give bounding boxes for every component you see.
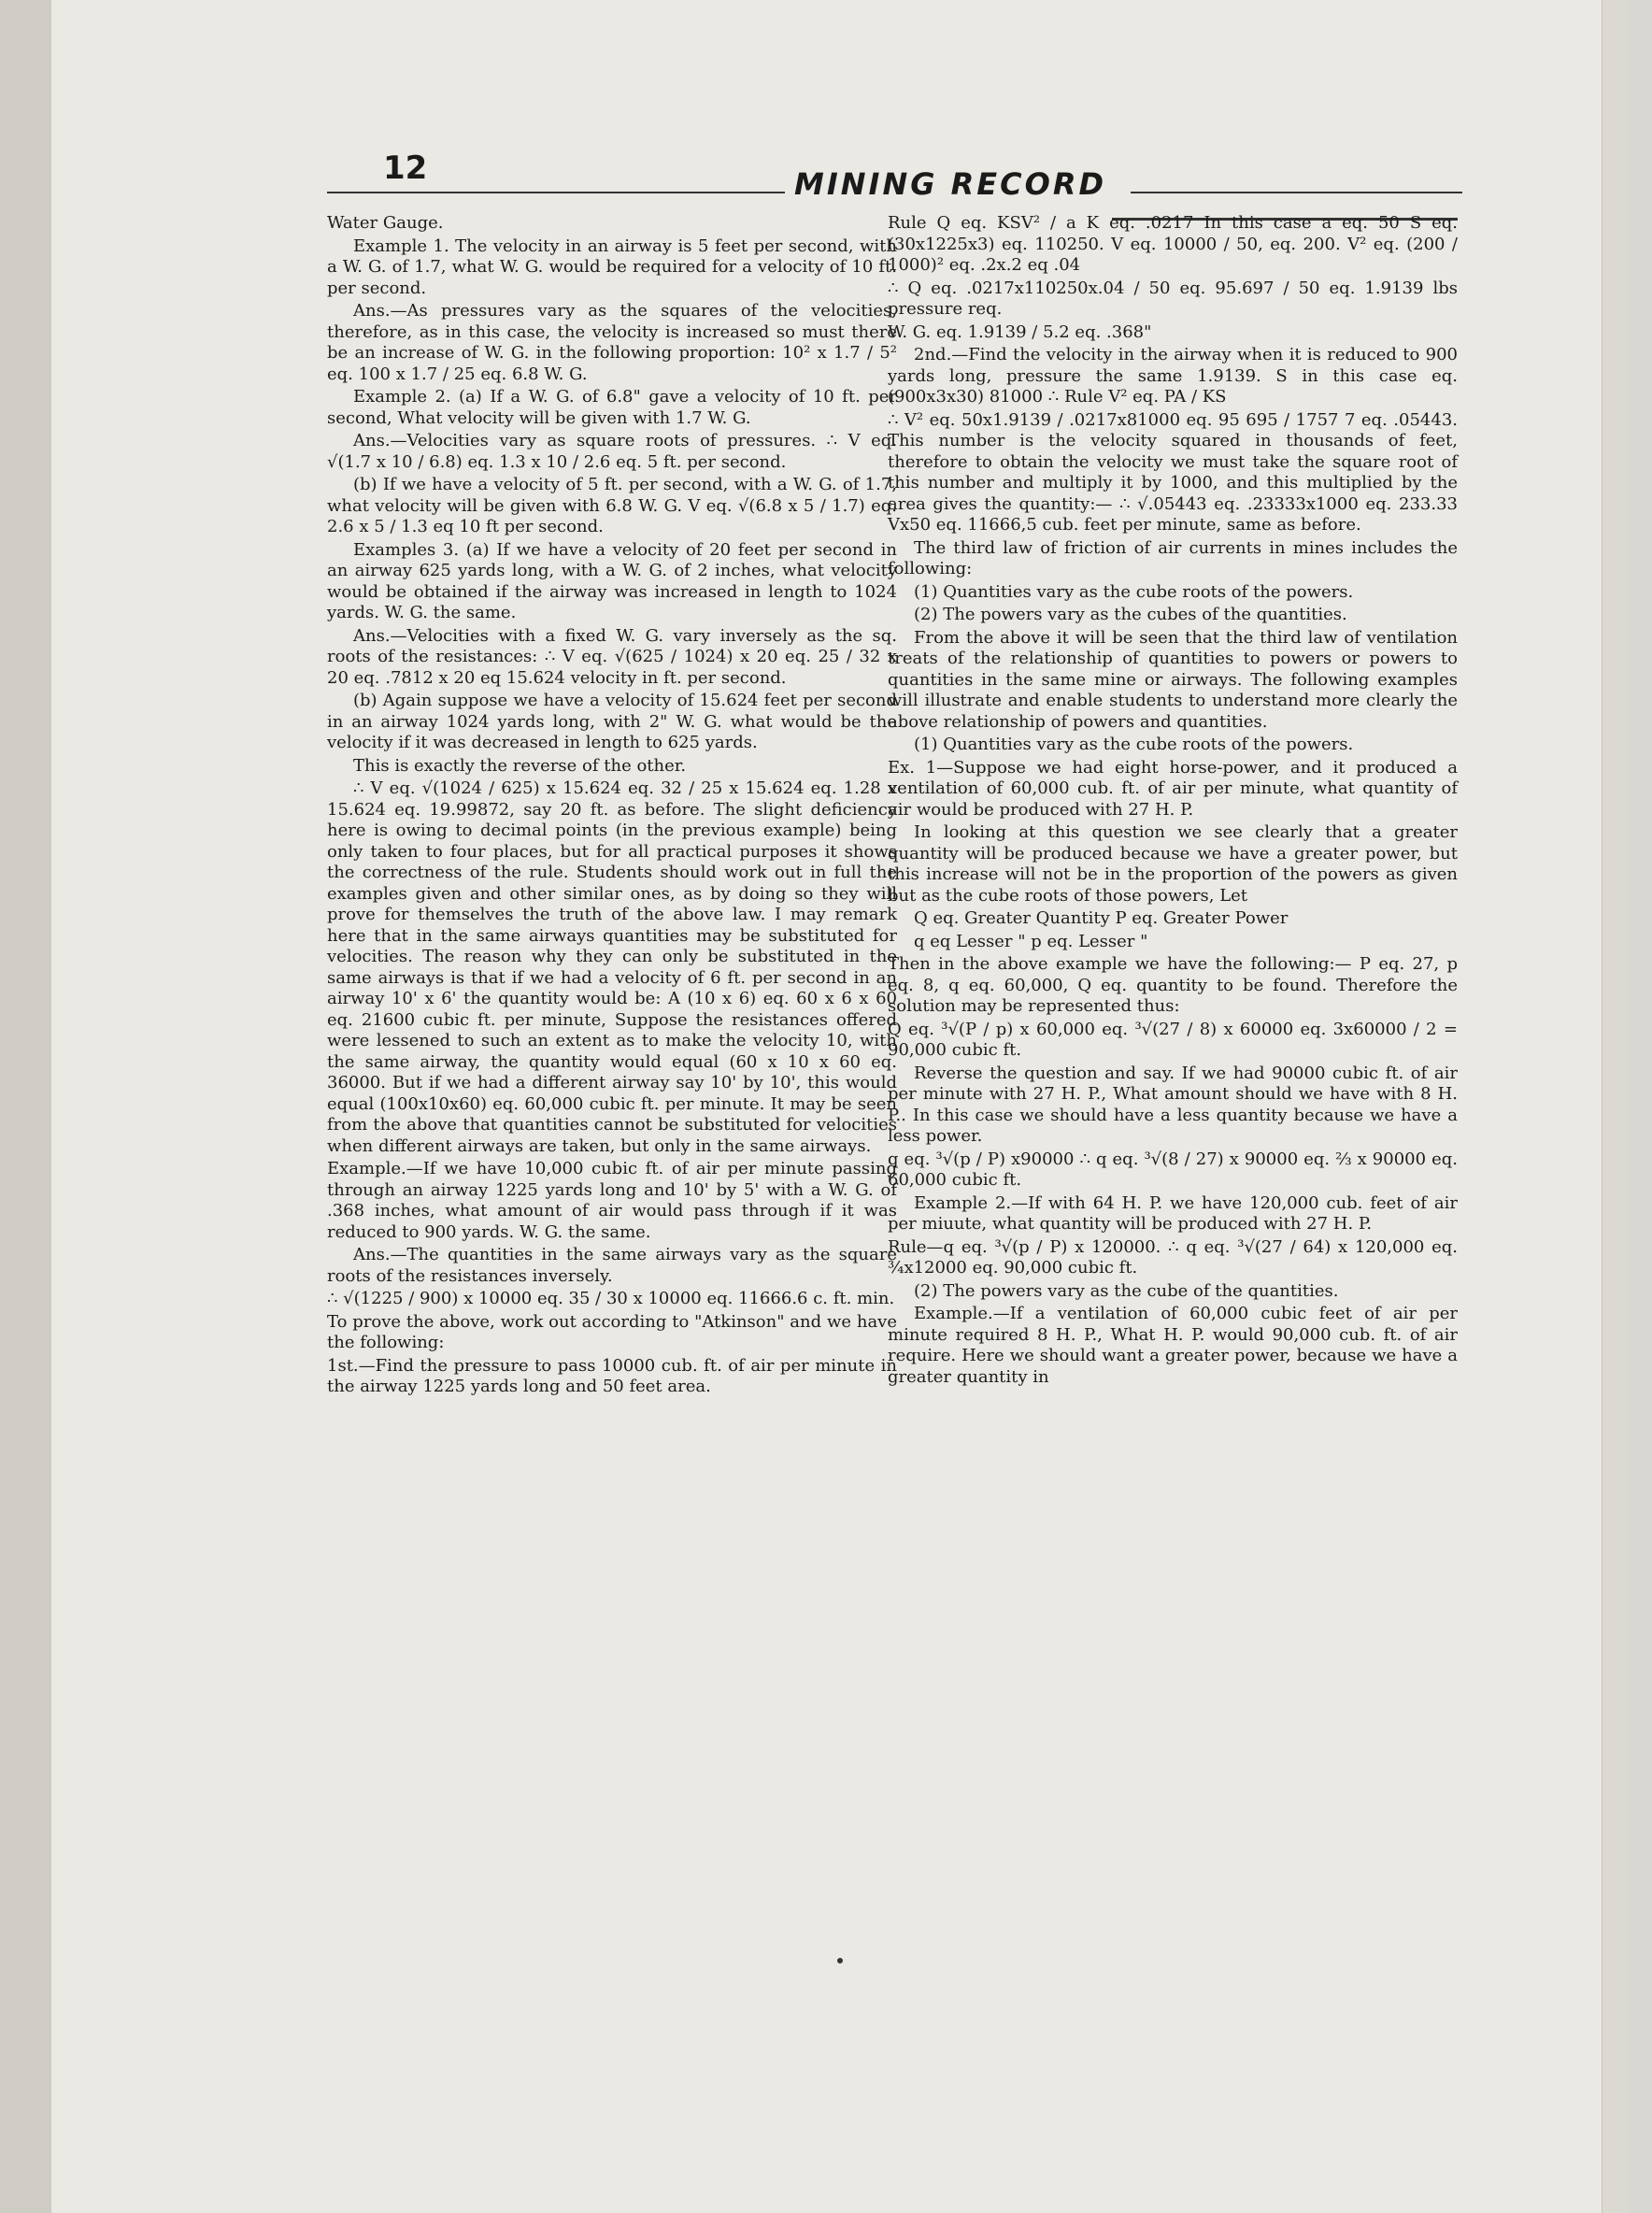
paragraph: This is exactly the reverse of the other.	[353, 755, 687, 776]
paragraph: Example 1. The velocity in an airway is 5 feet per second, with a W. G. of 1.7, what W. G. would be required for a velocity of 10 ft. per second.	[327, 236, 897, 298]
paragraph: ∴ V² eq. 50x1.9139 / .0217x81000 eq. 95 695 / 1757 7 eq. .05443. This number is the velocity squared in thousands of feet, therefore to obtain the velocity we must take the square root of this number and multiply it by 1000, and this multiplied by the area gives the quantity:— ∴ √.05443 eq. .23333x1000 eq. 233.33 Vx50 eq. 11666,5 cub. feet per minute, same as before.	[888, 409, 1458, 535]
paragraph: Ans.—Velocities vary as square roots of pressures. ∴ V eq. √(1.7 x 10 / 6.8) eq. 1.3 x 10 / 2.6 eq. 5 ft. per second.	[327, 431, 897, 472]
page-speck	[837, 1958, 843, 1963]
paragraph: Examples 3. (a) If we have a velocity of 20 feet per second in an airway 625 yards long, with a W. G. of 2 inches, what velocity would be obtained if the airway was increased in length to 1024 yards. W. G. the same.	[327, 539, 897, 622]
paragraph: ∴ Q eq. .0217x110250x.04 / 50 eq. 95.697 / 50 eq. 1.9139 lbs pressure req.	[888, 278, 1458, 319]
paragraph: Then in the above example we have the following:— P eq. 27, p eq. 8, q eq. 60,000, Q eq. quantity to be found. Therefore the solution may be represented thus:	[888, 954, 1458, 1016]
paragraph: Q eq. Greater Quantity P eq. Greater Power	[914, 908, 1289, 928]
paragraph: 1st.—Find the pressure to pass 10000 cub. ft. of air per minute in the airway 1225 yards long and 50 feet area.	[327, 1355, 897, 1396]
page-edge	[1602, 0, 1629, 2213]
paragraph: (1) Quantities vary as the cube roots of the powers.	[914, 581, 1354, 602]
header-rule-right	[1131, 192, 1462, 193]
paragraph: q eq. ³√(p / P) x90000 ∴ q eq. ³√(8 / 27) x 90000 eq. ⅔ x 90000 eq. 60,000 cubic ft.	[888, 1149, 1458, 1190]
right-column	[888, 213, 1458, 1390]
header-rule-left	[327, 192, 785, 193]
paragraph: (2) The powers vary as the cubes of the quantities.	[914, 605, 1347, 624]
paragraph: (b) If we have a velocity of 5 ft. per second, with a W. G. of 1.7, what velocity will be given with 6.8 W. G. V eq. √(6.8 x 5 / 1.7) eq. 2.6 x 5 / 1.3 eq 10 ft per second.	[327, 475, 897, 536]
paragraph: Rule—q eq. ³√(p / P) x 120000. ∴ q eq. ³√(27 / 64) x 120,000 eq. ¾x12000 eq. 90,000 cubic ft.	[888, 1236, 1458, 1278]
scan-margin	[0, 0, 53, 2213]
paragraph: Rule Q eq. KSV² / a K eq. .0217 In this case a eq. 50 S eq. (30x1225x3) eq. 110250. V eq. 10000 / 50, eq. 200. V² eq. (200 / 1000)² eq. .2x.2 eq .04	[888, 213, 1458, 275]
paragraph: W. G. eq. 1.9139 / 5.2 eq. .368"	[888, 321, 1152, 342]
paragraph: Ans.—Velocities with a fixed W. G. vary inversely as the sq. roots of the resistances: ∴ V eq. √(625 / 1024) x 20 eq. 25 / 32 x 20 eq. .7812 x 20 eq 15.624 velocity in ft. per second.	[327, 625, 897, 688]
paragraph: From the above it will be seen that the third law of ventilation treats of the relationship of quantities to powers or powers to quantities in the same mine or airways. The following examples will illustrate and enable students to understand more clearly the above relationship of powers and quantities.	[888, 627, 1458, 732]
left-column	[327, 213, 897, 1400]
paragraph: (2) The powers vary as the cube of the quantities.	[914, 1280, 1339, 1301]
paragraph: 2nd.—Find the velocity in the airway when it is reduced to 900 yards long, pressure the same 1.9139. S in this case eq. (900x3x30) 81000 ∴ Rule V² eq. PA / KS	[888, 345, 1458, 407]
paragraph: ∴ V eq. √(1024 / 625) x 15.624 eq. 32 / 25 x 15.624 eq. 1.28 x 15.624 eq. 19.99872, say 20 ft. as before. The slight deficiency here is owing to decimal points (in the previous example) being only taken to four places, but for all practical purposes it shows the correctness of the rule. Students should work out in full the examples given and other similar ones, as by doing so they will prove for themselves the truth of the above law. I may remark here that in the same airways quantities may be substituted for velocities. The reason why they can only be substituted in the same airways is that if we had a velocity of 6 ft. per second in an airway 10' x 6' the quantity would be: A (10 x 6) eq. 60 x 6 x 60 eq. 21600 cubic ft. per minute, Suppose the resistances offered were lessened to such an extent as to make the velocity 10, with the same airway, the quantity would equal (60 x 10 x 60 eq. 36000. But if we had a different airway say 10' by 10', this would equal (100x10x60) eq. 60,000 cubic ft. per minute. It may be seen from the above that quantities cannot be substituted for velocities when different airways are taken, but only in the same airways.	[327, 778, 897, 1156]
paragraph: (b) Again suppose we have a velocity of 15.624 feet per second in an airway 1024 yards long, with 2" W. G. what would be the velocity if it was decreased in length to 625 yards.	[327, 691, 897, 752]
paragraph: Ex. 1—Suppose we had eight horse-power, and it produced a ventilation of 60,000 cub. ft. of air per minute, what quantity of air would be produced with 27 H. P.	[888, 757, 1458, 820]
paragraph: Example 2. (a) If a W. G. of 6.8" gave a velocity of 10 ft. per second, What velocity will be given with 1.7 W. G.	[327, 387, 897, 428]
paragraph: Example.—If a ventilation of 60,000 cubic feet of air per minute required 8 H. P., What H. P. would 90,000 cub. ft. of air require. Here we should want a greater power, because we have a greater quantity in	[888, 1304, 1458, 1387]
page-number: 12	[383, 150, 428, 187]
paragraph: Ans.—The quantities in the same airways vary as the square roots of the resistances inversely.	[327, 1245, 897, 1286]
paragraph: ∴ √(1225 / 900) x 10000 eq. 35 / 30 x 10000 eq. 11666.6 c. ft. min.	[327, 1289, 895, 1308]
paragraph: In looking at this question we see clearly that a greater quantity will be produced because we have a greater power, but this increase will not be in the proportion of the powers as given but as the cube roots of those powers, Let	[888, 822, 1458, 906]
paragraph: Example 2.—If with 64 H. P. we have 120,000 cub. feet of air per miuute, what quantity will be produced with 27 H. P.	[888, 1192, 1458, 1234]
paragraph: Reverse the question and say. If we had 90000 cubic ft. of air per minute with 27 H. P., What amount should we have with 8 H. P.. In this case we should have a less quantity because we have a less power.	[888, 1063, 1458, 1146]
paragraph: Example.—If we have 10,000 cubic ft. of air per minute passing through an airway 1225 yards long and 10' by 5' with a W. G. of .368 inches, what amount of air would pass through if it was reduced to 900 yards. W. G. the same.	[327, 1159, 897, 1242]
paragraph: Water Gauge.	[327, 213, 444, 233]
paragraph: Ans.—As pressures vary as the squares of the velocities, therefore, as in this case, the velocity is increased so must there be an increase of W. G. in the following proportion: 10² x 1.7 / 5² eq. 100 x 1.7 / 25 eq. 6.8 W. G.	[327, 301, 897, 384]
paragraph: The third law of friction of air currents in mines includes the following:	[888, 537, 1458, 578]
paragraph: (1) Quantities vary as the cube roots of the powers.	[914, 735, 1354, 754]
paragraph: q eq Lesser " p eq. Lesser "	[914, 931, 1148, 951]
running-head: MINING RECORD	[794, 166, 1107, 202]
paragraph: Q eq. ³√(P / p) x 60,000 eq. ³√(27 / 8) x 60000 eq. 3x60000 / 2 = 90,000 cubic ft.	[888, 1019, 1458, 1060]
paragraph: To prove the above, work out according to "Atkinson" and we have the following:	[327, 1311, 897, 1352]
